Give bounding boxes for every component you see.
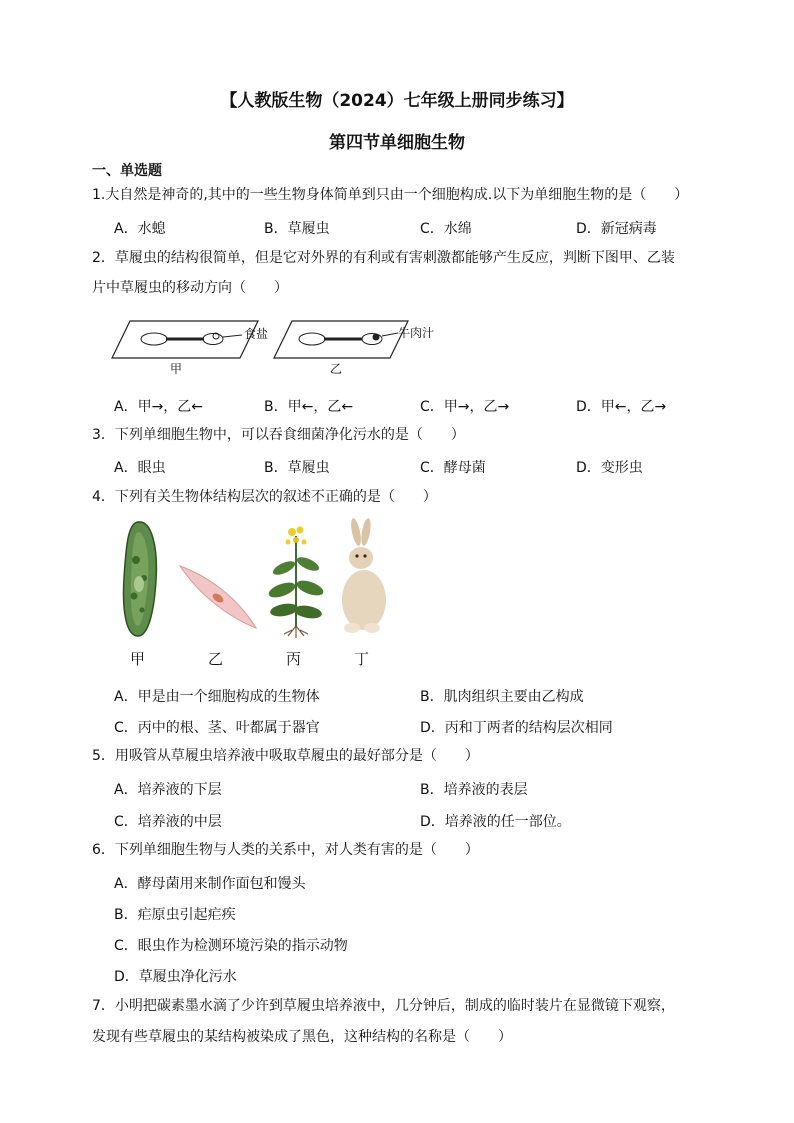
question-3-stem: 3．下列单细胞生物中，可以吞食细菌净化污水的是（ ）: [92, 427, 465, 443]
drop-b-left: [299, 333, 325, 345]
question-4-option-d: D．丙和丁两者的结构层次相同: [420, 720, 613, 736]
figure-label-yi: 乙: [208, 650, 224, 668]
juice-pointer: [382, 333, 398, 336]
figure-label-jia: 甲: [130, 650, 146, 668]
paramecium-image: [124, 522, 157, 636]
document-subtitle: 第四节单细胞生物: [329, 133, 465, 153]
question-4-option-a: A．甲是由一个细胞构成的生物体: [114, 689, 320, 705]
question-3-option-d: D．变形虫: [576, 460, 643, 476]
figure-label-ding: 丁: [354, 650, 370, 668]
document-title: 【人教版生物（2024）七年级上册同步练习】: [220, 91, 574, 111]
question-1-option-d: D．新冠病毒: [576, 221, 657, 237]
question-4-option-b: B．肌肉组织主要由乙构成: [420, 689, 584, 705]
question-2-option-b: B．甲←，乙←: [264, 399, 354, 415]
salt-label: 食盐: [244, 327, 269, 341]
question-6-stem: 6．下列单细胞生物与人类的关系中，对人类有害的是（ ）: [92, 842, 479, 858]
question-2-stem-line2: 片中草履虫的移动方向（ ）: [92, 280, 288, 296]
question-1-option-b: B．草履虫: [264, 221, 330, 237]
juice-label: 牛肉汁: [398, 326, 435, 340]
question-3-option-b: B．草履虫: [264, 460, 330, 476]
drop-b-right: [362, 334, 382, 345]
question-5-stem: 5．用吸管从草履虫培养液中吸取草履虫的最好部分是（ ）: [92, 748, 479, 764]
question-6-option-a: A．酵母菌用来制作面包和馒头: [114, 876, 306, 892]
section-heading: 一、单选题: [92, 163, 162, 179]
question-6-option-b: B．疟原虫引起疟疾: [114, 907, 236, 923]
slide-b-label: 乙: [330, 362, 343, 376]
question-7-stem-line2: 发现有些草履虫的某结构被染成了黑色，这种结构的名称是（ ）: [92, 1029, 512, 1045]
question-2-option-d: D．甲←，乙→: [576, 399, 667, 415]
plant-image: [267, 527, 325, 639]
slide-experiment-figure: [108, 315, 468, 380]
question-6-option-c: C．眼虫作为检测环境污染的指示动物: [114, 938, 348, 954]
question-5-option-d: D．培养液的任一部位。: [420, 814, 571, 830]
question-1-stem: 1.大自然是神奇的,其中的一些生物身体简单到只由一个细胞构成.以下为单细胞生物的是（ ）: [92, 187, 689, 203]
channel-a: [166, 338, 204, 341]
slide-a-label: 甲: [170, 362, 183, 376]
question-3-option-a: A．眼虫: [114, 460, 166, 476]
organisms-figure: [108, 518, 408, 670]
rabbit-image: [342, 518, 386, 633]
question-2-option-a: A．甲→，乙←: [114, 399, 204, 415]
salt-pointer: [223, 335, 242, 337]
question-4-option-c: C．丙中的根、茎、叶都属于器官: [114, 720, 320, 736]
question-1-option-c: C．水绵: [420, 221, 472, 237]
muscle-cell-image: [180, 566, 256, 628]
question-2-stem-line1: 2．草履虫的结构很简单，但是它对外界的有利或有害刺激都能够产生反应，判断下图甲、乙装: [92, 250, 675, 266]
question-2-option-c: C．甲→，乙→: [420, 399, 510, 415]
question-4-stem: 4．下列有关生物体结构层次的叙述不正确的是（ ）: [92, 489, 437, 505]
channel-b: [324, 338, 362, 341]
question-5-option-b: B．培养液的表层: [420, 782, 528, 798]
question-1-option-a: A．水螅: [114, 221, 166, 237]
question-6-option-d: D．草履虫净化污水: [114, 969, 237, 985]
juice-dot: [373, 334, 380, 341]
figure-label-bing: 丙: [286, 650, 302, 668]
question-3-option-c: C．酵母菌: [420, 460, 486, 476]
question-5-option-a: A．培养液的下层: [114, 782, 222, 798]
question-5-option-c: C．培养液的中层: [114, 814, 222, 830]
question-7-stem-line1: 7．小明把碳素墨水滴了少许到草履虫培养液中，几分钟后，制成的临时装片在显微镜下观察，: [92, 998, 675, 1014]
drop-a-left: [141, 333, 167, 345]
